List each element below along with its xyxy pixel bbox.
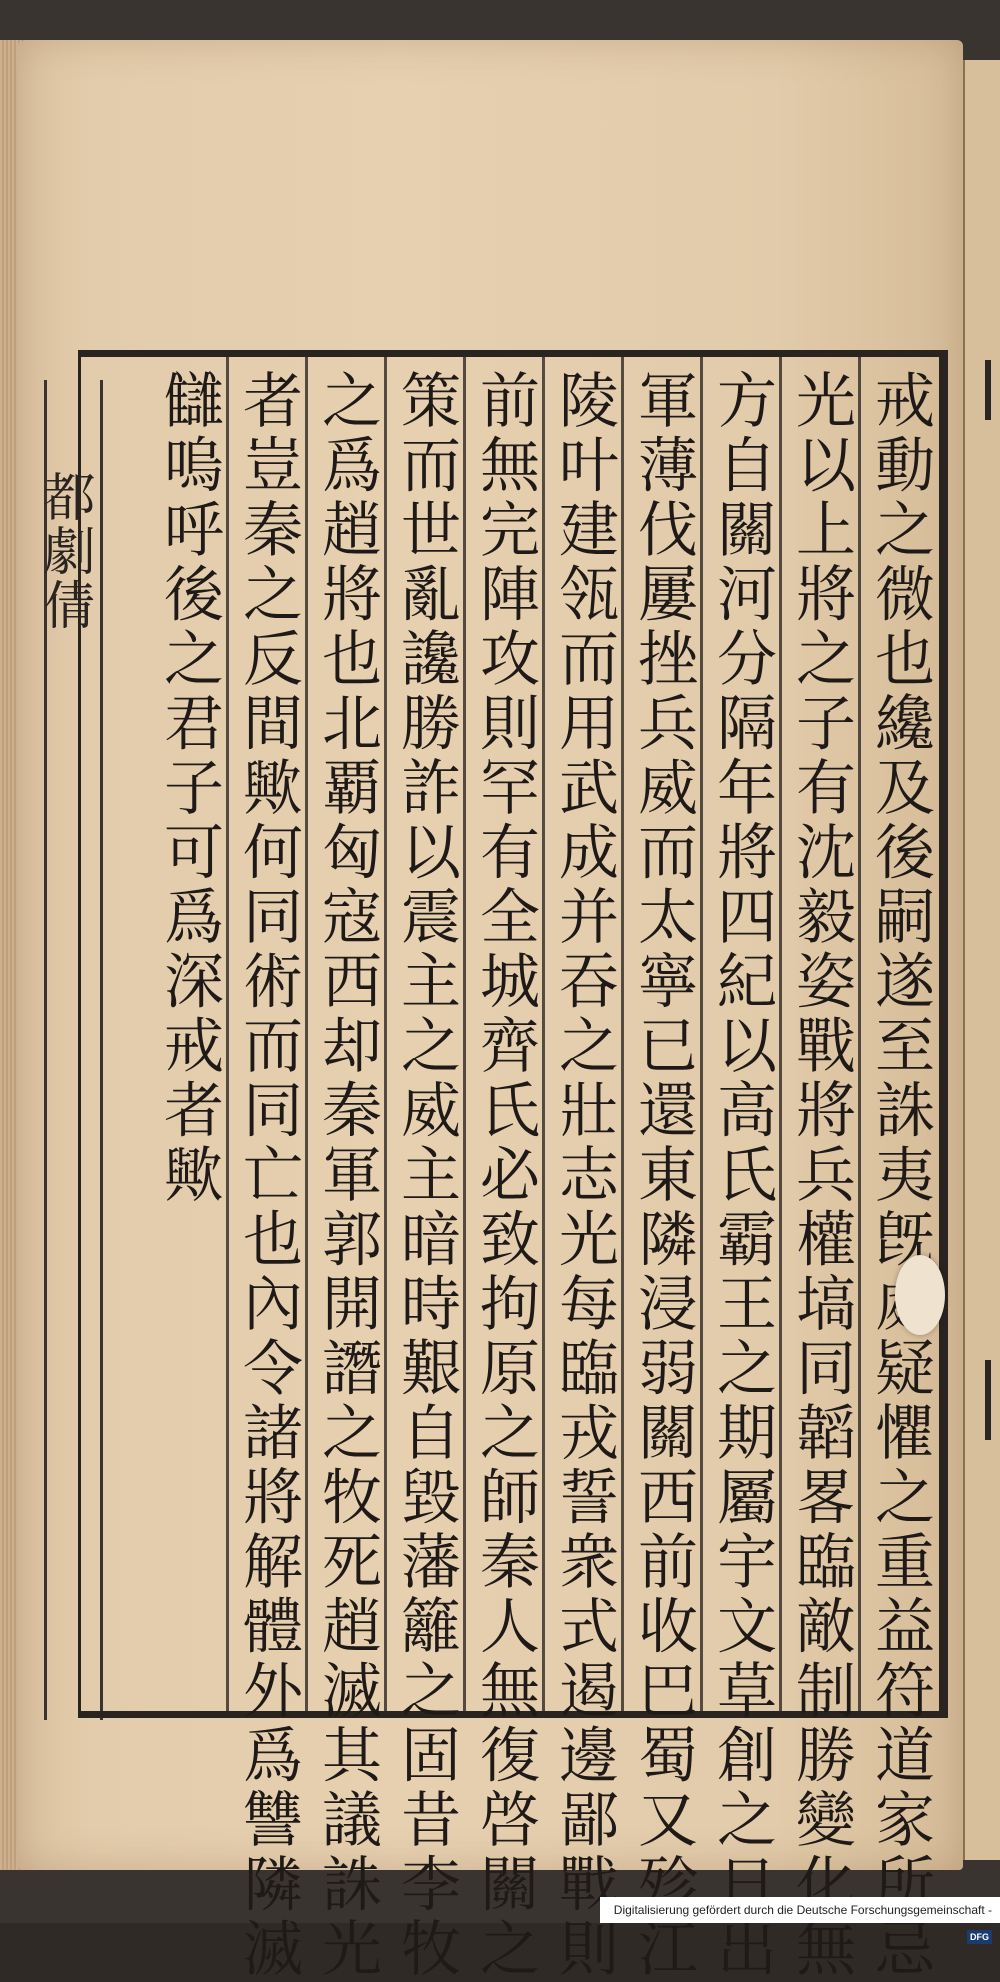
column-text: 前無完陣攻則罕有全城齊氏必致拘原之師秦人無復啓關之: [468, 369, 542, 1982]
column-rule: [700, 357, 703, 1711]
column-text: 策而世亂讒勝詐以震主之威主暗時艱自毀藩籬之固昔李牧: [389, 369, 463, 1982]
column-text: 軍薄伐屢挫兵威而太寧已還東隣浸弱關西前收巴蜀又殄江: [626, 369, 700, 1982]
facing-page-rule: [985, 1360, 991, 1440]
footer-text: Digitalisierung gefördert durch die Deutsche Forschungsgemeinschaft -: [614, 1903, 992, 1917]
column-text: 之爲趙將也北覇匈寇西却秦軍郭開譖之牧死趙滅其議誅光: [310, 369, 384, 1982]
column-rule: [384, 357, 387, 1711]
text-column: [152, 357, 226, 1711]
facing-page-rule: [985, 360, 991, 420]
column-rule: [858, 357, 861, 1711]
text-column: [547, 357, 621, 1711]
page-hole: [895, 1255, 945, 1335]
column-text: 者豈秦之反間歟何同術而同亡也內令諸將解體外爲讐隣滅: [231, 369, 305, 1982]
main-text-block: [180, 357, 937, 1711]
dfg-logo: [967, 1930, 992, 1944]
facing-page-edge: [963, 60, 1000, 1860]
text-column: [863, 357, 937, 1711]
text-column: [626, 357, 700, 1711]
column-rule: [226, 357, 229, 1711]
column-rule: [621, 357, 624, 1711]
column-rule: [542, 357, 545, 1711]
column-text: 戒動之微也纔及後嗣遂至誅夷旣處疑懼之重益符道家所忌: [863, 369, 937, 1982]
margin-label: 都劇倩: [36, 470, 92, 632]
column-text: 陵叶建瓴而用武成并吞之壯志光每臨戎誓衆式遏邊鄙戰則: [547, 369, 621, 1982]
text-column: [468, 357, 542, 1711]
text-column: [389, 357, 463, 1711]
text-column: [310, 357, 384, 1711]
column-text: 讎嗚呼後之君子可爲深戒者歟: [152, 369, 226, 1208]
text-column: [705, 357, 779, 1711]
column-text: 光以上將之子有沈毅姿戰將兵權塙同韜畧臨敵制勝變化無: [784, 369, 858, 1982]
column-text: 方自關河分隔年將四紀以高氏霸王之期屬宇文草創之日出: [705, 369, 779, 1982]
column-rule: [779, 357, 782, 1711]
column-rule: [463, 357, 466, 1711]
column-rule: [305, 357, 308, 1711]
digitization-footer: [600, 1897, 1000, 1923]
text-column: [231, 357, 305, 1711]
text-column: [784, 357, 858, 1711]
